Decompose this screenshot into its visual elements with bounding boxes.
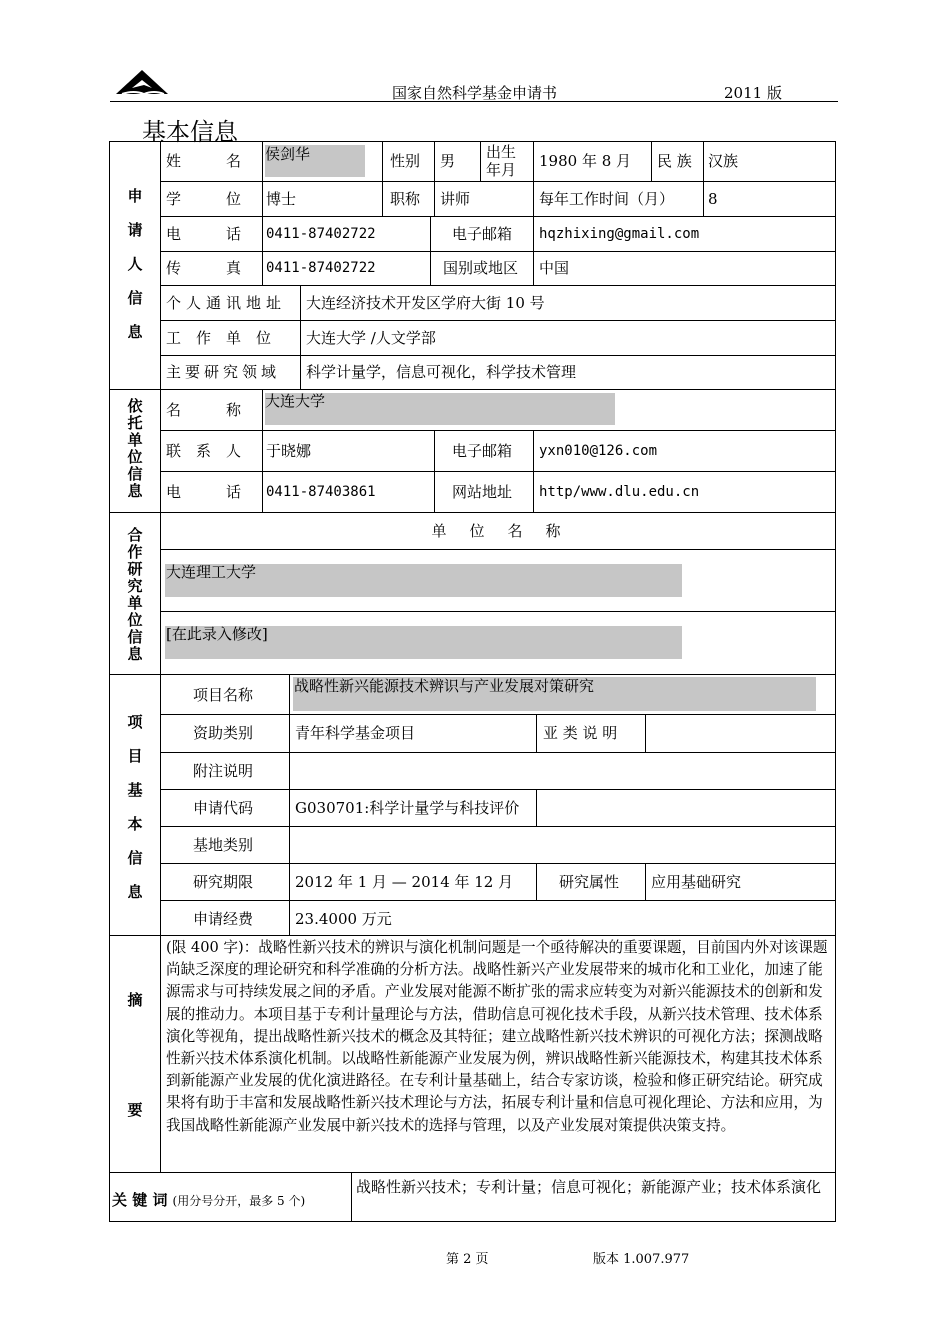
project-group-label: 项 目 基 本 信 息	[127, 713, 143, 901]
address-value: 大连经济技术开发区学府大街 10 号	[306, 294, 545, 312]
employer-label: 工 作 单 位	[166, 329, 272, 347]
work-months-value: 8	[708, 190, 718, 208]
ethnicity-label: 民 族	[657, 152, 692, 170]
col-divider	[651, 141, 652, 181]
group-divider	[109, 674, 836, 675]
row-divider	[160, 789, 836, 790]
col-divider	[536, 863, 537, 900]
note-label: 附注说明	[193, 762, 254, 780]
employer-value: 大连大学 /人文学部	[306, 329, 436, 347]
keywords-hint: (用分号分开，最多 5 个)	[172, 1194, 306, 1208]
host-website-value: http/www.dlu.edu.cn	[539, 484, 700, 500]
section-title: 基本信息	[142, 118, 238, 146]
host-phone-value: 0411-87403861	[266, 484, 376, 500]
col-divider	[536, 714, 537, 752]
host-group-label: 依 托 单 位 信 息	[127, 397, 143, 500]
host-contact-label: 联 系 人	[166, 442, 242, 460]
col-divider	[300, 285, 301, 389]
doc-version: 版本 1.007.977	[593, 1252, 690, 1267]
code-value: G030701:科学计量学与科技评价	[295, 799, 520, 817]
country-value: 中国	[539, 259, 570, 277]
row-divider	[160, 611, 836, 612]
host-contact-value: 于晓娜	[266, 442, 312, 460]
row-divider	[160, 355, 836, 356]
row-divider	[160, 900, 836, 901]
partner-item: [在此录入修改]	[166, 625, 268, 643]
funding-label: 资助类别	[193, 724, 254, 742]
email-value: hqzhixing@gmail.com	[539, 226, 700, 242]
col-divider	[262, 389, 263, 512]
row-divider	[160, 826, 836, 827]
phone-value: 0411-87402722	[266, 226, 376, 242]
header-version: 2011 版	[724, 84, 782, 102]
work-months-label: 每年工作时间（月）	[539, 190, 675, 208]
period-value: 2012 年 1 月 — 2014 年 12 月	[295, 873, 514, 891]
partner-group-label: 合 作 研 究 单 位 信 息	[127, 526, 143, 663]
attr-value: 应用基础研究	[651, 873, 742, 891]
header-title: 国家自然科学基金申请书	[392, 84, 558, 102]
ethnicity-value: 汉族	[708, 152, 739, 170]
research-value: 科学计量学，信息可视化，科学技术管理	[306, 363, 577, 381]
group-divider	[109, 389, 836, 390]
col-divider	[382, 141, 383, 216]
header-divider	[110, 101, 838, 102]
funding-value: 青年科学基金项目	[295, 724, 416, 742]
partner-item: 大连理工大学	[166, 563, 257, 581]
gender-value: 男	[440, 152, 456, 170]
abstract-text: (限 400 字)：战略性新兴技术的辨识与演化机制问题是一个亟待解决的重要课题，目前国内外对该课题尚缺乏深度的理论研究和科学准确的分析方法。战略性新兴产业发展带来的城市化和工业化，加速了能源需求与可持续发展之间的矛盾。产业发展对能源不断扩张的需求应转变为对新兴能源技术的创新和发展的推动力。本项目基于专利计量理论与方法，借助信息可视化技术手段，从新兴技术管理、技术体系演化等视角，提出战略性新兴技术的概念及其特征；建立战略性新兴技术辨识的可视化方法；探测战略性新兴技术体系演化机制。以战略性新能源产业发展为例，辨识战略性新兴能源技术，构建其技术体系到新能源产业发展的优化演进路径。在专利计量基础上，结合专家访谈，检验和修正研究结论。研究成果将有助于丰富和发展战略性新兴技术理论与方法，拓展专利计量和信息可视化理论、方法和应用，为我国战略性新能源产业发展中新兴技术的选择与管理，以及产业发展对策提供决策支持。	[166, 939, 828, 1134]
degree-label: 学 位	[166, 190, 242, 208]
row-divider	[160, 320, 836, 321]
name-label: 姓 名	[166, 152, 242, 170]
host-email-value: yxn010@126.com	[539, 443, 658, 459]
attr-label: 研究属性	[559, 873, 620, 891]
keywords-label: 关 键 词	[112, 1191, 168, 1209]
applicant-group-label: 申 请 人 信 息	[127, 187, 143, 341]
birth-label: 出生年月	[486, 143, 517, 179]
nsfc-logo-icon	[114, 68, 170, 98]
host-email-label: 电子邮箱	[452, 442, 513, 460]
degree-value: 博士	[266, 190, 297, 208]
col-divider	[351, 1172, 352, 1222]
col-divider	[434, 430, 435, 512]
col-divider	[430, 216, 431, 285]
fax-label: 传 真	[166, 259, 242, 277]
address-label: 个人通讯地址	[166, 294, 287, 312]
col-divider	[533, 141, 534, 285]
col-divider	[645, 714, 646, 752]
subtype-label: 亚 类 说 明	[543, 724, 618, 742]
row-divider	[160, 285, 836, 286]
phone-label: 电 话	[166, 225, 242, 243]
group-divider	[109, 935, 836, 936]
code-label: 申请代码	[193, 799, 254, 817]
email-label: 电子邮箱	[452, 225, 513, 243]
group-divider	[109, 1172, 836, 1173]
host-name-value: 大连大学	[265, 392, 326, 410]
host-phone-label: 电 话	[166, 483, 242, 501]
keywords-value: 战略性新兴技术；专利计量；信息可视化；新能源产业；技术体系演化	[356, 1178, 822, 1196]
host-website-label: 网站地址	[452, 483, 513, 501]
col-divider	[434, 141, 435, 216]
row-divider	[160, 549, 836, 550]
country-label: 国别或地区	[443, 259, 519, 277]
col-divider	[289, 674, 290, 935]
fax-value: 0411-87402722	[266, 260, 376, 276]
page-number: 第 2 页	[446, 1252, 489, 1267]
title-value: 讲师	[440, 190, 471, 208]
col-divider	[703, 141, 704, 216]
name-value: 侯剑华	[265, 145, 311, 163]
group-column-divider	[160, 141, 161, 1172]
keywords-label-group	[112, 1189, 305, 1210]
base-label: 基地类别	[193, 836, 254, 854]
gender-label: 性别	[390, 152, 421, 170]
partner-header: 单 位 名 称	[431, 522, 565, 540]
abstract-group-label: 摘 要	[127, 991, 143, 1119]
col-divider	[480, 141, 481, 181]
col-divider	[262, 141, 263, 285]
col-divider	[645, 863, 646, 900]
row-divider	[160, 752, 836, 753]
row-divider	[160, 714, 836, 715]
col-divider	[536, 789, 537, 826]
title-label: 职称	[390, 190, 421, 208]
row-divider	[160, 863, 836, 864]
host-name-label: 名 称	[166, 401, 242, 419]
group-divider	[109, 512, 836, 513]
budget-value: 23.4000 万元	[295, 910, 392, 928]
project-name-value: 战略性新兴能源技术辨识与产业发展对策研究	[294, 677, 595, 695]
col-divider	[533, 430, 534, 512]
research-label: 主要研究领域	[166, 363, 281, 381]
period-label: 研究期限	[193, 873, 254, 891]
project-name-label: 项目名称	[193, 686, 254, 704]
birth-value: 1980 年 8 月	[539, 152, 632, 170]
budget-label: 申请经费	[193, 910, 254, 928]
